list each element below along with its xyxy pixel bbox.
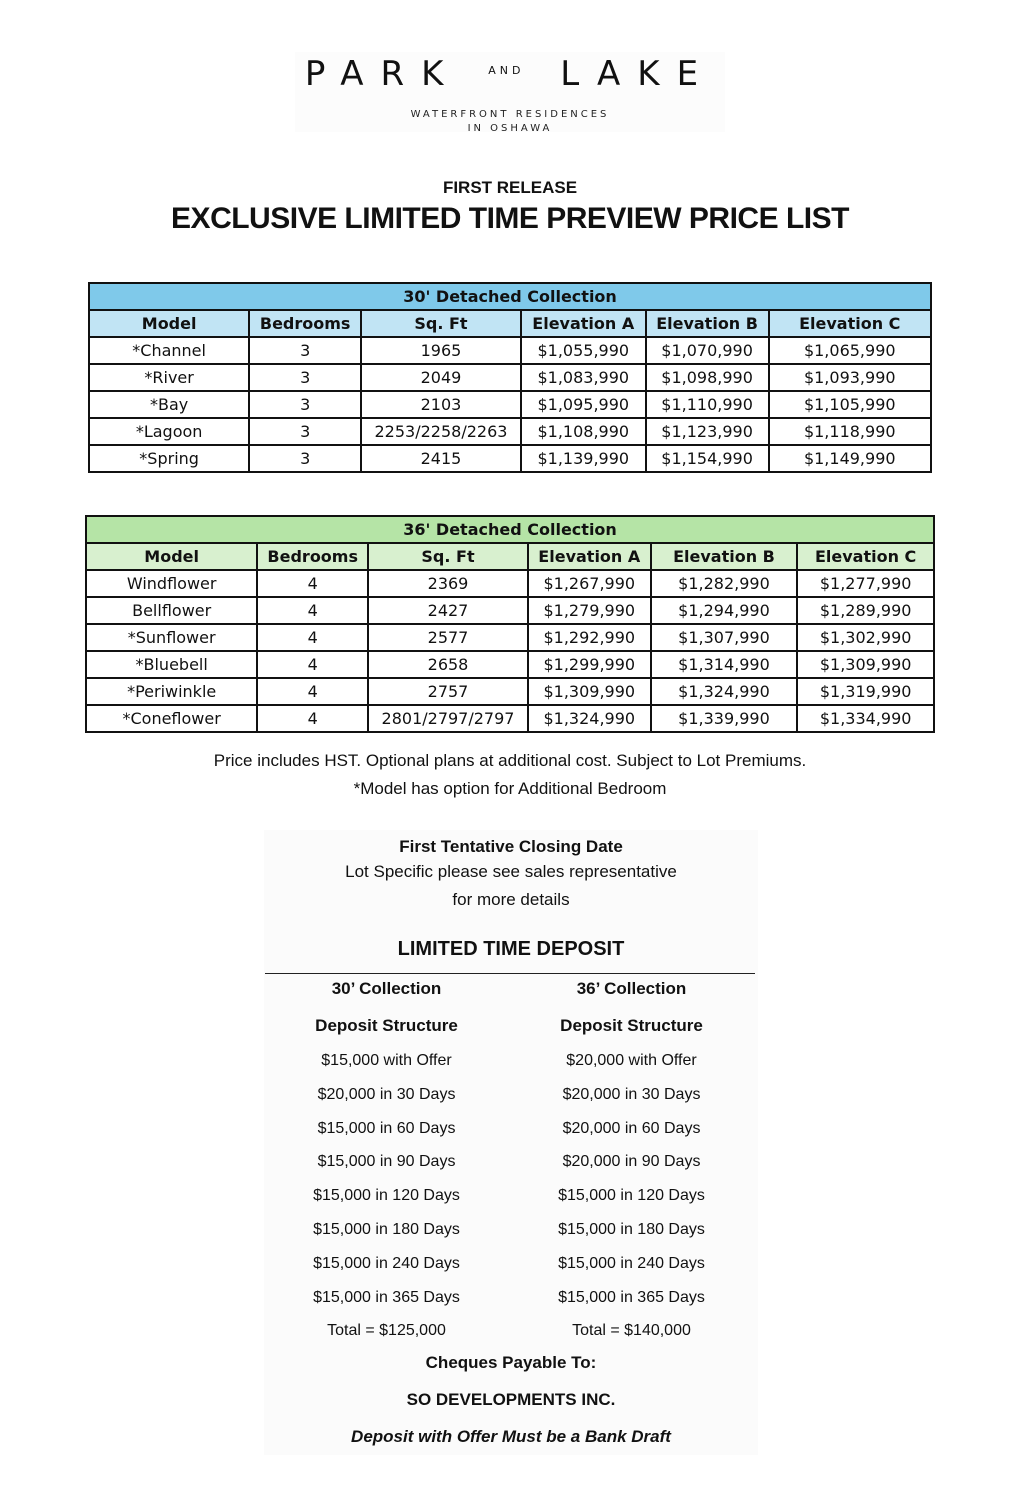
table-cell: $1,139,990 xyxy=(521,445,646,472)
table-cell: $1,055,990 xyxy=(521,337,646,364)
table-row xyxy=(89,391,931,418)
table-cell: $1,267,990 xyxy=(528,570,651,597)
table-cell: 2049 xyxy=(361,364,521,391)
closing-title: First Tentative Closing Date xyxy=(399,837,623,856)
table-cell: 4 xyxy=(257,570,368,597)
closing-text: Lot Specific please see sales representative xyxy=(345,862,677,881)
table-cell: 3 xyxy=(249,418,361,445)
table-cell: 2658 xyxy=(368,651,528,678)
table-cell: *Coneflower xyxy=(86,705,257,732)
closing-text: for more details xyxy=(452,890,570,909)
deposit-installment: $20,000 with Offer xyxy=(566,1052,697,1069)
table-cell: 2369 xyxy=(368,570,528,597)
table-body xyxy=(89,337,931,472)
table-cell: $1,334,990 xyxy=(797,705,934,732)
table-cell: $1,093,990 xyxy=(769,364,932,391)
table-cell: 4 xyxy=(257,651,368,678)
table-body xyxy=(86,570,934,732)
table-cell: 3 xyxy=(249,337,361,364)
table-row xyxy=(86,570,934,597)
deposit-installment: $15,000 in 120 Days xyxy=(558,1187,705,1205)
table-row xyxy=(89,364,931,391)
table-cell: *Bluebell xyxy=(86,651,257,678)
table-cell: $1,299,990 xyxy=(528,651,651,678)
deposit-installment: $15,000 in 60 Days xyxy=(317,1119,456,1137)
table-cell: $1,095,990 xyxy=(521,391,646,418)
table-row xyxy=(89,445,931,472)
column-header: Sq. Ft xyxy=(361,310,521,337)
table-cell: 2577 xyxy=(368,624,528,651)
payee-name: SO DEVELOPMENTS INC. xyxy=(406,1390,616,1409)
table-row xyxy=(86,651,934,678)
price-table-36 xyxy=(85,515,935,733)
price-table-30 xyxy=(88,282,932,473)
deposit-installment: $20,000 in 30 Days xyxy=(317,1085,456,1103)
column-header: Elevation B xyxy=(651,543,798,570)
column-header: Sq. Ft xyxy=(368,543,528,570)
table-cell: $1,309,990 xyxy=(528,678,651,705)
deposit-column-30 xyxy=(264,970,509,1348)
column-header: Bedrooms xyxy=(249,310,361,337)
table-cell: $1,065,990 xyxy=(769,337,932,364)
table-cell: 4 xyxy=(257,678,368,705)
deposit-total: Total = $125,000 xyxy=(327,1322,446,1340)
table-row xyxy=(86,678,934,705)
table-cell: $1,324,990 xyxy=(651,678,798,705)
table-cell: $1,314,990 xyxy=(651,651,798,678)
column-header: Elevation C xyxy=(769,310,932,337)
table-cell: *Periwinkle xyxy=(86,678,257,705)
deposit-total: Total = $140,000 xyxy=(572,1322,691,1340)
deposit-installment: $15,000 in 90 Days xyxy=(317,1153,456,1171)
deposit-column-heading: 30’ Collection xyxy=(331,979,442,998)
table-cell: Bellflower xyxy=(86,597,257,624)
deposit-title: LIMITED TIME DEPOSIT xyxy=(397,938,625,960)
column-header: Model xyxy=(89,310,249,337)
table-cell: $1,282,990 xyxy=(651,570,798,597)
table-cell: *Sunflower xyxy=(86,624,257,651)
bedroom-option-note: *Model has option for Additional Bedroom xyxy=(353,779,667,798)
table-cell: Windflower xyxy=(86,570,257,597)
table-cell: $1,279,990 xyxy=(528,597,651,624)
table-cell: $1,289,990 xyxy=(797,597,934,624)
table-cell: *Channel xyxy=(89,337,249,364)
brand-logo xyxy=(295,52,725,132)
table-cell: 2253/2258/2263 xyxy=(361,418,521,445)
table-cell: $1,070,990 xyxy=(646,337,769,364)
deposit-column-subheading: Deposit Structure xyxy=(315,1016,458,1035)
table-cell: $1,292,990 xyxy=(528,624,651,651)
logo-word-and: AND xyxy=(488,63,525,77)
deposit-installment: $15,000 with Offer xyxy=(321,1052,452,1069)
deposit-column-subheading: Deposit Structure xyxy=(560,1016,703,1035)
table-cell: 3 xyxy=(249,391,361,418)
table-cell: 2757 xyxy=(368,678,528,705)
table-cell: $1,098,990 xyxy=(646,364,769,391)
table-cell: $1,110,990 xyxy=(646,391,769,418)
column-header: Elevation C xyxy=(797,543,934,570)
deposit-installment: $20,000 in 90 Days xyxy=(562,1153,701,1171)
deposit-installment: $20,000 in 30 Days xyxy=(562,1085,701,1103)
table-cell: $1,339,990 xyxy=(651,705,798,732)
table-cell: 4 xyxy=(257,624,368,651)
deposit-items xyxy=(264,1044,509,1348)
table-cell: $1,118,990 xyxy=(769,418,932,445)
table-cell: $1,307,990 xyxy=(651,624,798,651)
table-cell: 4 xyxy=(257,597,368,624)
table-row xyxy=(86,705,934,732)
logo-tagline-line1: WATERFRONT RESIDENCES xyxy=(410,108,610,120)
table-row xyxy=(86,624,934,651)
logo-word-lake: LAKE xyxy=(560,54,716,94)
table-cell: 2415 xyxy=(361,445,521,472)
table-cell: 3 xyxy=(249,364,361,391)
deposit-installment: $15,000 in 180 Days xyxy=(558,1220,705,1238)
table-cell: 4 xyxy=(257,705,368,732)
table-cell: $1,149,990 xyxy=(769,445,932,472)
table-cell: $1,319,990 xyxy=(797,678,934,705)
table-cell: $1,108,990 xyxy=(521,418,646,445)
table-cell: 1965 xyxy=(361,337,521,364)
cheques-label: Cheques Payable To: xyxy=(425,1353,597,1372)
column-header: Model xyxy=(86,543,257,570)
table-row xyxy=(89,337,931,364)
table-row xyxy=(86,597,934,624)
column-header: Elevation B xyxy=(646,310,769,337)
collection-title: 36' Detached Collection xyxy=(86,516,934,543)
deposit-column-36 xyxy=(509,970,754,1348)
table-cell: $1,123,990 xyxy=(646,418,769,445)
deposit-items xyxy=(509,1044,754,1348)
table-cell: $1,294,990 xyxy=(651,597,798,624)
deposit-installment: $15,000 in 240 Days xyxy=(558,1254,705,1272)
deposit-installment: $15,000 in 240 Days xyxy=(313,1254,460,1272)
table-cell: $1,083,990 xyxy=(521,364,646,391)
table-cell: 2103 xyxy=(361,391,521,418)
logo-word-park: PARK xyxy=(304,54,461,94)
pricing-note: Price includes HST. Optional plans at additional cost. Subject to Lot Premiums. xyxy=(213,751,807,770)
bank-draft-note: Deposit with Offer Must be a Bank Draft xyxy=(351,1427,671,1446)
logo-tagline-line2: IN OSHAWA xyxy=(467,122,553,134)
table-cell: 2427 xyxy=(368,597,528,624)
table-cell: 3 xyxy=(249,445,361,472)
deposit-installment: $15,000 in 120 Days xyxy=(313,1187,460,1205)
table-cell: *Bay xyxy=(89,391,249,418)
table-cell: $1,324,990 xyxy=(528,705,651,732)
table-cell: *Lagoon xyxy=(89,418,249,445)
deposit-installment: $15,000 in 365 Days xyxy=(313,1288,460,1306)
table-cell: *River xyxy=(89,364,249,391)
logo-tagline xyxy=(295,108,725,136)
release-kicker: FIRST RELEASE xyxy=(442,178,578,197)
table-cell: $1,277,990 xyxy=(797,570,934,597)
table-cell: $1,154,990 xyxy=(646,445,769,472)
deposit-panel xyxy=(264,830,758,1455)
table-row xyxy=(89,418,931,445)
deposit-installment: $15,000 in 180 Days xyxy=(313,1220,460,1238)
table-cell: $1,105,990 xyxy=(769,391,932,418)
collection-title: 30' Detached Collection xyxy=(89,283,931,310)
logo-wordmark xyxy=(295,54,725,96)
deposit-installment: $20,000 in 60 Days xyxy=(562,1119,701,1137)
deposit-installment: $15,000 in 365 Days xyxy=(558,1288,705,1306)
table-cell: 2801/2797/2797 xyxy=(368,705,528,732)
column-header: Elevation A xyxy=(521,310,646,337)
table-cell: $1,309,990 xyxy=(797,651,934,678)
column-header: Bedrooms xyxy=(257,543,368,570)
table-cell: $1,302,990 xyxy=(797,624,934,651)
page-title: EXCLUSIVE LIMITED TIME PREVIEW PRICE LIST xyxy=(171,202,849,235)
table-cell: *Spring xyxy=(89,445,249,472)
column-header: Elevation A xyxy=(528,543,651,570)
deposit-column-heading: 36’ Collection xyxy=(576,979,687,998)
